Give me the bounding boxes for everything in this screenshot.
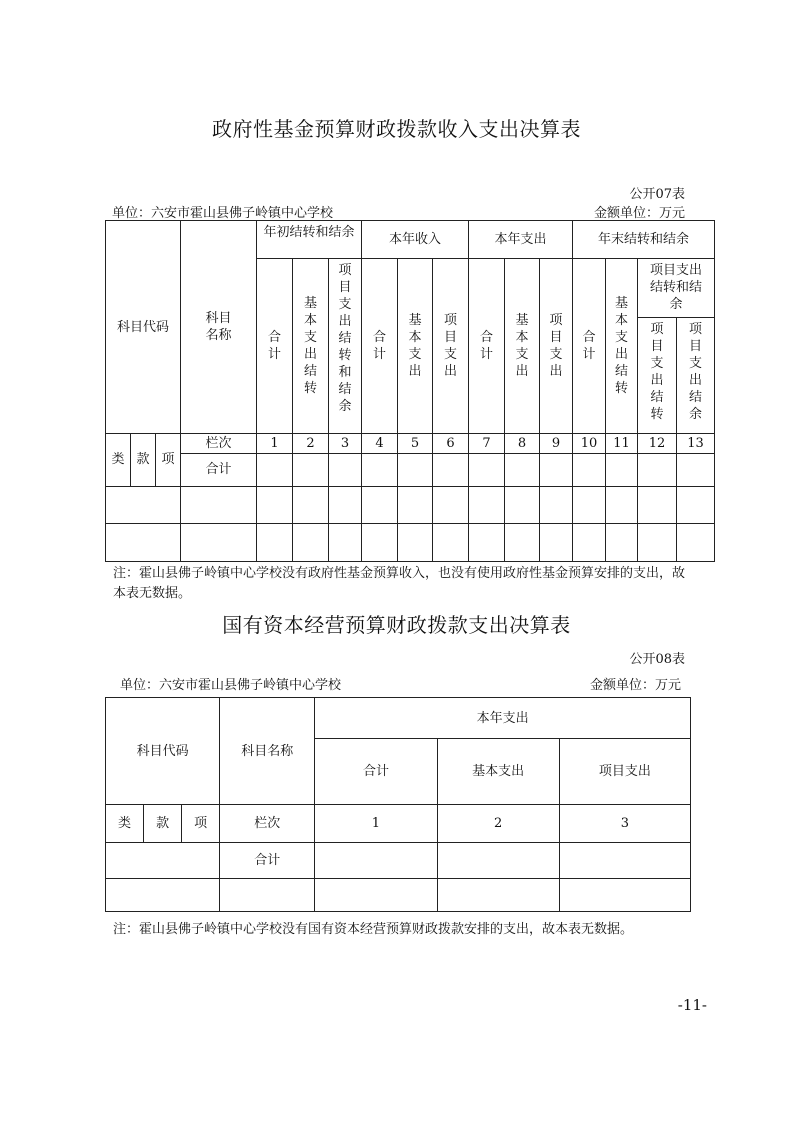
row-xiang: 项 bbox=[156, 434, 181, 486]
t2-header-project-out: 项目支出 bbox=[559, 739, 690, 805]
col-number: 4 bbox=[362, 434, 398, 454]
table2-money-unit: 金额单位：万元 bbox=[589, 678, 681, 693]
col-number: 3 bbox=[329, 434, 362, 454]
table2-grid bbox=[105, 697, 691, 912]
header-project-carry-balance-1: 项目支出结转和结余 bbox=[329, 259, 362, 434]
table1-grid bbox=[105, 220, 715, 562]
row-heji: 合计 bbox=[181, 454, 257, 486]
header-project-carry: 项目支出结转 bbox=[638, 317, 677, 434]
row-lei: 类 bbox=[106, 434, 131, 486]
t2-col-number: 2 bbox=[437, 805, 559, 843]
t2-col-number: 3 bbox=[559, 805, 690, 843]
col-number: 10 bbox=[573, 434, 606, 454]
col-number: 1 bbox=[257, 434, 293, 454]
header-basic-carry-1: 基本支出结转 bbox=[293, 259, 329, 434]
t2-header-total: 合计 bbox=[315, 739, 437, 805]
table2-note: 注：霍山县佛子岭镇中心学校没有国有资本经营预算财政拨款安排的支出，故本表无数据。 bbox=[113, 922, 634, 937]
t2-col-number: 1 bbox=[315, 805, 437, 843]
header-basic-out-2: 基本支出 bbox=[398, 259, 433, 434]
header-year-expense: 本年支出 bbox=[469, 221, 573, 259]
col-number: 12 bbox=[638, 434, 677, 454]
header-code: 科目代码 bbox=[106, 221, 181, 434]
col-number: 11 bbox=[606, 434, 638, 454]
table1-note: 注：霍山县佛子岭镇中心学校没有政府性基金预算收入，也没有使用政府性基金预算安排的支出，故本表无数据。 bbox=[113, 566, 686, 601]
t2-row-lanci: 栏次 bbox=[220, 805, 315, 843]
col-number: 7 bbox=[469, 434, 505, 454]
col-number: 13 bbox=[677, 434, 715, 454]
header-project-out-2: 项目支出 bbox=[433, 259, 469, 434]
header-opening-balance: 年初结转和结余 bbox=[257, 221, 362, 259]
header-project-sub: 项目支出结转和结余 bbox=[638, 259, 715, 317]
header-total-2: 合计 bbox=[362, 259, 398, 434]
table1-money-unit: 金额单位：万元 bbox=[593, 206, 685, 221]
table-row bbox=[106, 523, 715, 561]
header-basic-carry-4: 基本支出结转 bbox=[606, 259, 638, 434]
col-number: 2 bbox=[293, 434, 329, 454]
t2-header-name: 科目名称 bbox=[220, 698, 315, 805]
header-basic-out-3: 基本支出 bbox=[505, 259, 540, 434]
table2-unit: 单位：六安市霍山县佛子岭镇中心学校 bbox=[120, 678, 342, 693]
header-closing-balance: 年末结转和结余 bbox=[573, 221, 715, 259]
col-number: 6 bbox=[433, 434, 469, 454]
t2-row-heji: 合计 bbox=[220, 843, 315, 879]
header-name: 科目名称 bbox=[181, 221, 257, 434]
header-total-1: 合计 bbox=[257, 259, 293, 434]
table1-unit: 单位：六安市霍山县佛子岭镇中心学校 bbox=[112, 206, 334, 221]
table2-title: 国有资本经营预算财政拨款支出决算表 bbox=[222, 613, 571, 637]
page-number: -11- bbox=[677, 996, 707, 1014]
col-number: 9 bbox=[540, 434, 573, 454]
col-number: 8 bbox=[505, 434, 540, 454]
row-kuan: 款 bbox=[131, 434, 156, 486]
header-project-balance: 项目支出结余 bbox=[677, 317, 715, 434]
table1-title: 政府性基金预算财政拨款收入支出决算表 bbox=[212, 117, 581, 141]
row-lanci: 栏次 bbox=[181, 434, 257, 454]
col-number: 5 bbox=[398, 434, 433, 454]
t2-row-kuan: 款 bbox=[144, 805, 182, 843]
t2-row-lei: 类 bbox=[106, 805, 144, 843]
t2-header-code: 科目代码 bbox=[106, 698, 220, 805]
header-total-4: 合计 bbox=[573, 259, 606, 434]
table2-form-number: 公开08表 bbox=[629, 652, 685, 667]
table-row bbox=[106, 486, 715, 523]
t2-row-xiang: 项 bbox=[182, 805, 220, 843]
t2-header-year-out: 本年支出 bbox=[315, 698, 691, 739]
t2-header-basic-out: 基本支出 bbox=[437, 739, 559, 805]
header-total-3: 合计 bbox=[469, 259, 505, 434]
header-project-out-3: 项目支出 bbox=[540, 259, 573, 434]
table-row bbox=[106, 879, 691, 912]
table1-form-number: 公开07表 bbox=[629, 187, 685, 202]
header-year-income: 本年收入 bbox=[362, 221, 469, 259]
